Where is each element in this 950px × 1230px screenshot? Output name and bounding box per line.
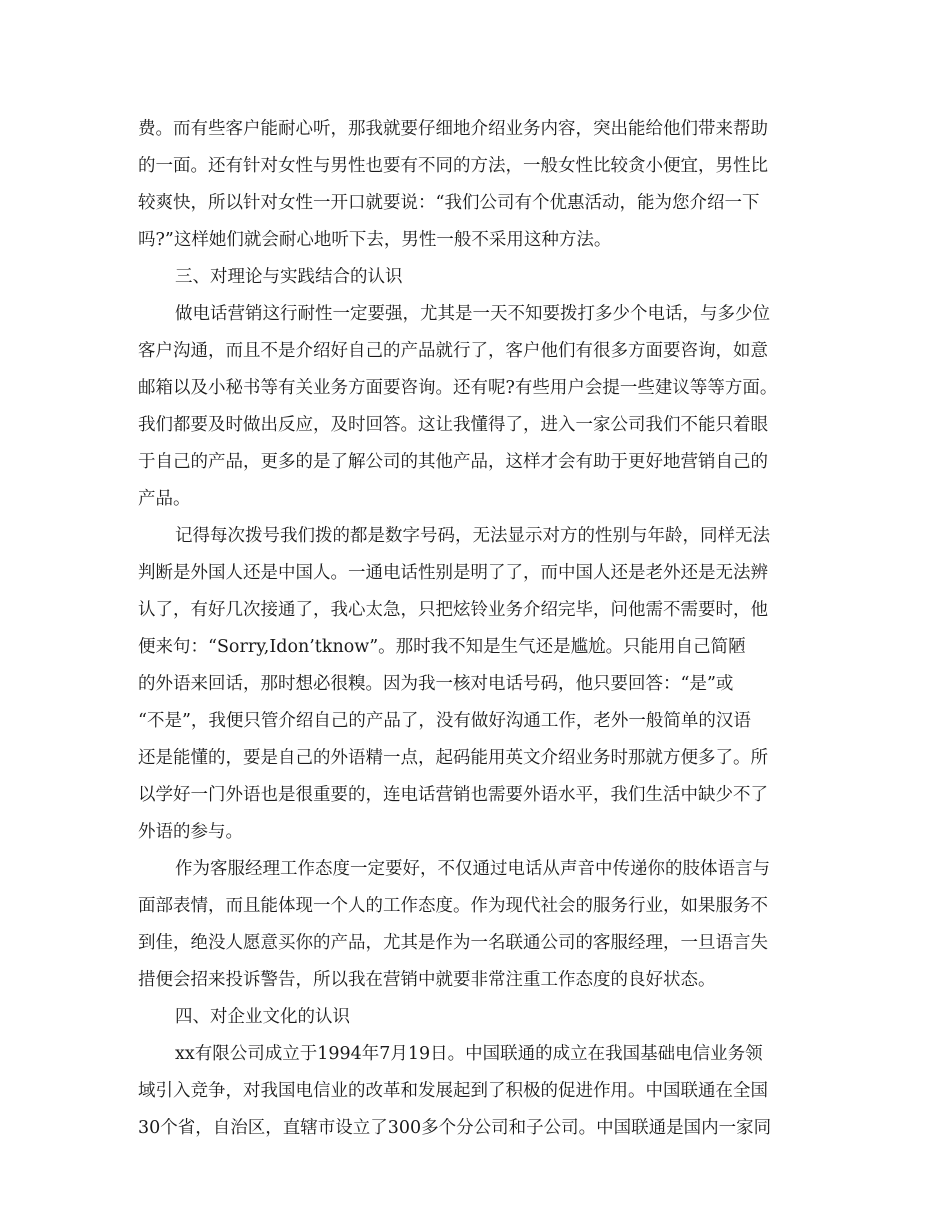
section-heading: 四、对企业文化的认识 <box>175 1007 350 1027</box>
text-line: 以学好一门外语也是很重要的，连电话营销也需要外语水平，我们生活中缺少不了 <box>138 785 768 805</box>
text-line: 到佳，绝没人愿意买你的产品，尤其是作为一名联通公司的客服经理，一旦语言失 <box>138 933 768 953</box>
text-line: 还是能懂的，要是自己的外语精一点，起码能用英文介绍业务时那就方便多了。所 <box>138 748 768 768</box>
text-line: 便来句：“Sorry,Idon’tknow”。那时我不知是生气还是尴尬。只能用自己简陋 <box>138 637 746 657</box>
text-line: 产品。 <box>138 489 191 509</box>
text-line: 的一面。还有针对女性与男性也要有不同的方法，一般女性比较贪小便宜，男性比 <box>138 156 768 176</box>
text-line: 外语的参与。 <box>138 822 243 842</box>
text-line: 记得每次拨号我们拨的都是数字号码，无法显示对方的性别与年龄，同样无法 <box>175 526 770 546</box>
text-line: 面部表情，而且能体现一个人的工作态度。作为现代社会的服务行业，如果服务不 <box>138 896 768 916</box>
text-line: 域引入竞争，对我国电信业的改革和发展起到了积极的促进作用。中国联通在全国 <box>138 1081 768 1101</box>
text-line: 费。而有些客户能耐心听，那我就要仔细地介绍业务内容，突出能给他们带来帮助 <box>138 119 768 139</box>
text-line: 较爽快，所以针对女性一开口就要说：“我们公司有个优惠活动，能为您介绍一下 <box>138 193 760 213</box>
text-line: 作为客服经理工作态度一定要好，不仅通过电话从声音中传递你的肢体语言与 <box>175 859 770 879</box>
text-line: 判断是外国人还是中国人。一通电话性别是明了了，而中国人还是老外还是无法辨 <box>138 563 768 583</box>
text-line: 客户沟通，而且不是介绍好自己的产品就行了，客户他们有很多方面要咨询，如意 <box>138 341 768 361</box>
text-line: 措便会招来投诉警告，所以我在营销中就要非常注重工作态度的良好状态。 <box>138 970 716 990</box>
text-line: 的外语来回话，那时想必很糗。因为我一核对电话号码，他只要回答：“是”或 <box>138 674 734 694</box>
text-line: 吗?”这样她们就会耐心地听下去，男性一般不采用这种方法。 <box>138 230 612 250</box>
text-line: 邮箱以及小秘书等有关业务方面要咨询。还有呢?有些用户会提一些建议等等方面。 <box>138 378 778 398</box>
text-line: 做电话营销这行耐性一定要强，尤其是一天不知要拨打多少个电话，与多少位 <box>175 304 770 324</box>
text-line: 认了，有好几次接通了，我心太急，只把炫铃业务介绍完毕，问他需不需要时，他 <box>138 600 768 620</box>
text-line: 30个省，自治区，直辖市设立了300多个分公司和子公司。中国联通是国内一家同 <box>138 1118 772 1138</box>
text-line: “不是”，我便只管介绍自己的产品了，没有做好沟通工作，老外一般简单的汉语 <box>138 711 751 731</box>
text-line: 我们都要及时做出反应，及时回答。这让我懂得了，进入一家公司我们不能只着眼 <box>138 415 768 435</box>
text-line: 于自己的产品，更多的是了解公司的其他产品，这样才会有助于更好地营销自己的 <box>138 452 768 472</box>
text-line: xx有限公司成立于1994年7月19日。中国联通的成立在我国基础电信业务领 <box>175 1044 763 1064</box>
section-heading: 三、对理论与实践结合的认识 <box>175 267 403 287</box>
